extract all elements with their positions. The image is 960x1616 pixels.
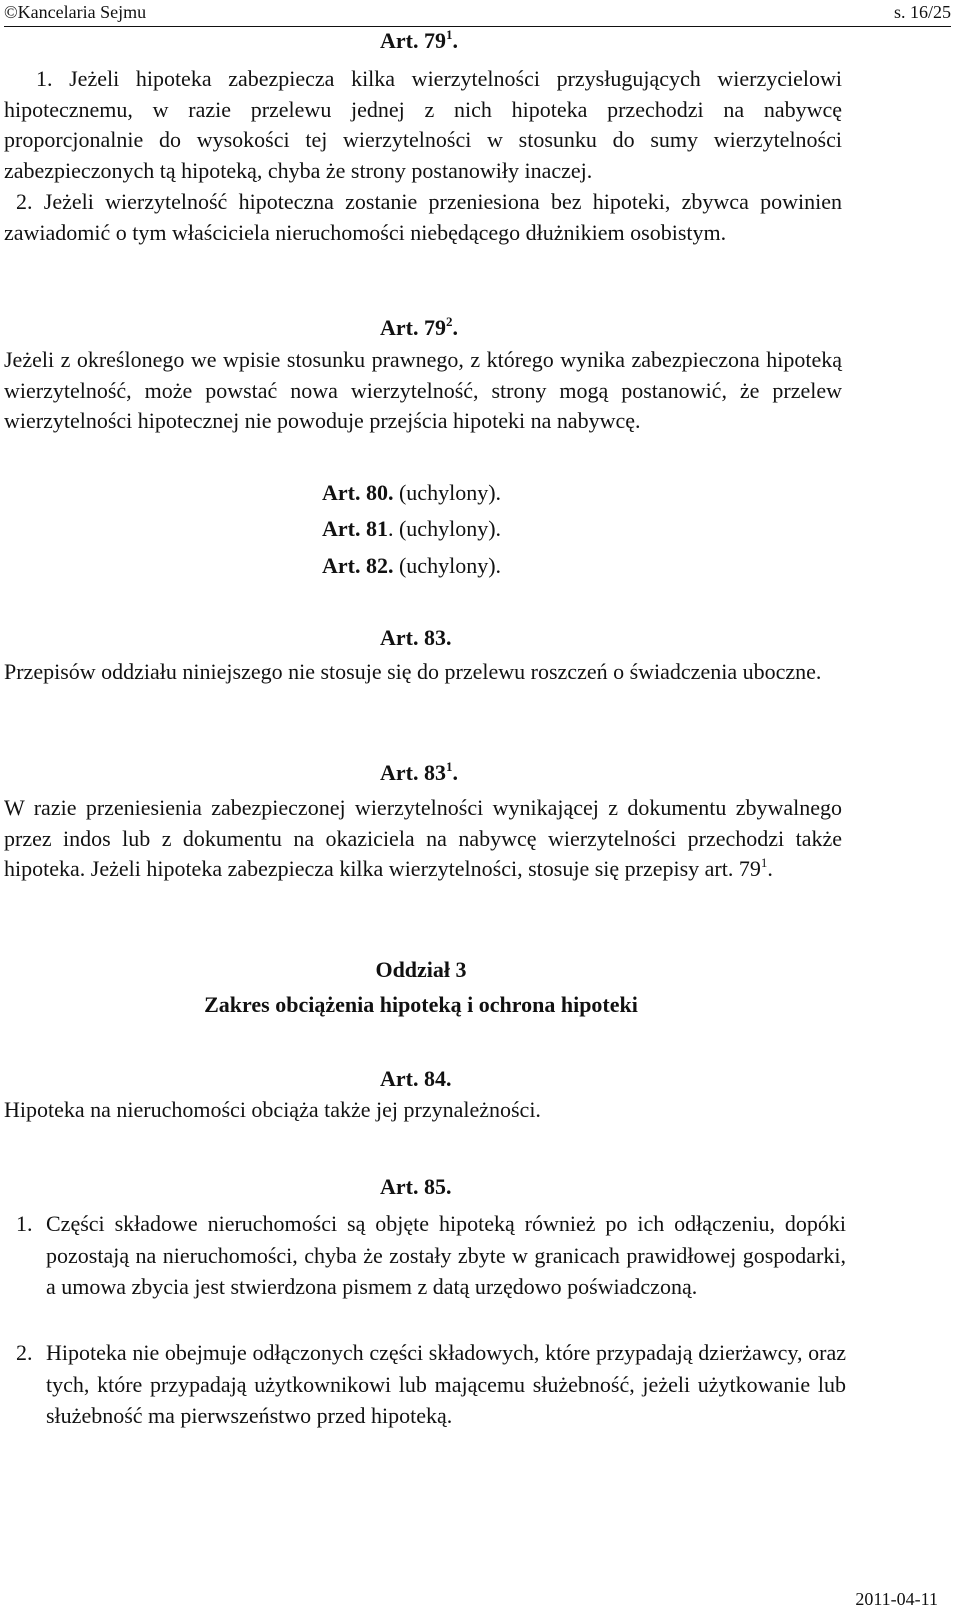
page-number: s. 16/25 bbox=[893, 2, 951, 22]
section-number: Oddział 3 bbox=[375, 957, 467, 982]
item-number: 1. bbox=[16, 1211, 33, 1236]
article-83-title: Art. 83. bbox=[380, 625, 452, 650]
article-79-1-paragraph-2: 2. Jeżeli wierzytelność hipoteczna zostanie przeniesiona bez hipoteki, zbywca powinien zawiadomić o tym właściciela nieruchomości niebędącego dłużnikiem osobistym. bbox=[4, 189, 842, 245]
article-79-1-title: Art. $79^1$. bbox=[380, 26, 458, 53]
article-83-1-title: Art. $83^1$. bbox=[380, 758, 458, 785]
item-text: Hipoteka nie obejmuje odłączonych części składowych, które przypadają dzierżawcy, oraz tych, które przypadają użytkownikowi lub mającemu służebność, jeżeli użytkowanie lub służebność ma pierwszeństwo przed hipoteką. bbox=[46, 1340, 846, 1428]
article-80-repealed: Art. 80. (uchylony). bbox=[322, 480, 502, 505]
article-85-title: Art. 85. bbox=[380, 1174, 452, 1199]
section-title: Zakres obciążenia hipoteką i ochrona hipoteki bbox=[204, 992, 638, 1017]
document-date: 2011-04-11 bbox=[855, 1589, 938, 1609]
article-79-2-title: Art. $79^2$. bbox=[380, 313, 458, 340]
item-text: Części składowe nieruchomości są objęte hipoteką również po ich odłączeniu, dopóki pozostają na nieruchomości, chyba że zostały zbyte w granicach prawidłowej gospodarki, a umowa zbycia jest stwierdzona pismem z datą urzędowo poświadczoną. bbox=[46, 1211, 846, 1299]
article-85-item-2 bbox=[4, 1337, 867, 1437]
article-84-text: Hipoteka na nieruchomości obciąża także jej przynależności. bbox=[4, 1097, 541, 1122]
article-83-text: Przepisów oddziału niniejszego nie stosuje się do przelewu roszczeń o świadczenia uboczne. bbox=[4, 659, 822, 684]
publisher-label: ©Kancelaria Sejmu bbox=[4, 2, 147, 22]
article-81-repealed: Art. 81. (uchylony). bbox=[322, 516, 502, 541]
article-85-item-1 bbox=[4, 1208, 867, 1338]
article-79-2-text: Jeżeli z określonego we wpisie stosunku prawnego, z którego wynika zabezpieczona hipoteką wierzytelność, może powstać nowa wierzytelność, strony mogą postanowić, że przelew wierzytelności hipotecznej nie powoduje przejścia hipoteki na nabywcę. bbox=[4, 347, 842, 434]
article-79-1-paragraph-1: 1. Jeżeli hipoteka zabezpiecza kilka wierzytelności przysługujących wierzycielowi hipotecznemu, w razie przelewu jednej z nich hipoteka przechodzi na nabywcę proporcjonalnie do wysokości tej wierzytelności w stosunku do sumy wierzytelności zabezpieczonych tą hipoteką, chyba że strony postanowiły inaczej. bbox=[4, 66, 842, 184]
article-83-1-text: W razie przeniesienia zabezpieczonej wierzytelności wynikającej z dokumentu zbywalnego przez indos lub z dokumentu na okaziciela na nabywcę wierzytelności przechodzi także hipoteka. Jeżeli hipoteka zabezpiecza kilka wierzytelności, stosuje się przepisy art. $79^1$. bbox=[4, 795, 842, 882]
item-number: 2. bbox=[16, 1340, 33, 1365]
article-82-repealed: Art. 82. (uchylony). bbox=[322, 553, 502, 578]
document-header bbox=[4, 0, 951, 27]
article-84-title: Art. 84. bbox=[380, 1066, 452, 1091]
